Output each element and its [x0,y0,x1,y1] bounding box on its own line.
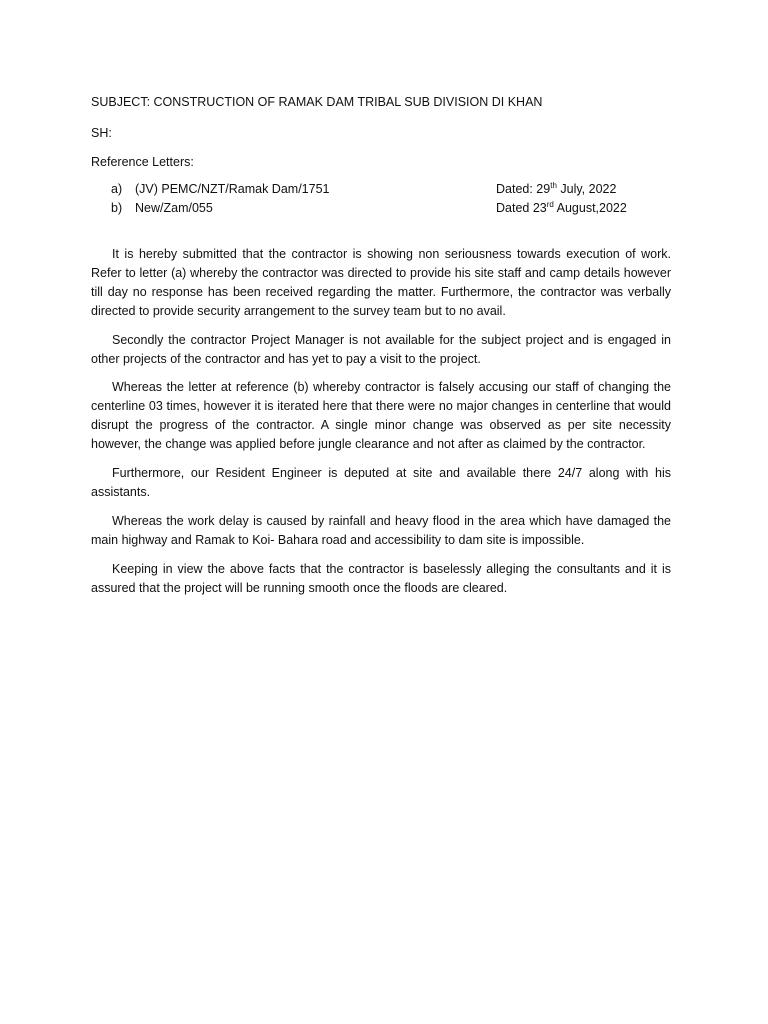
reference-heading: Reference Letters: [91,155,194,169]
sh-line: SH: [91,126,112,140]
body-paragraph-1: It is hereby submitted that the contractor is showing non seriousness towards execution of work. Refer to letter (a) whereby the contractor was directed to provide his site staff and camp details however till day no response has been received regarding the matter. Furthermore, the contractor was verbally directed to provide security arrangement to the survey team but to no avail. [91,247,671,318]
body-paragraph-3: Whereas the letter at reference (b) whereby contractor is falsely accusing our staff of changing the centerline 03 times, however it is iterated here that there were no major changes in centerline that would disrupt the progress of the contractor. A single minor change was observed as per site necessity however, the change was applied before jungle clearance and not after as claimed by the contractor. [91,380,671,451]
body-paragraph-6: Keeping in view the above facts that the contractor is baselessly alleging the consultants and it is assured that the project will be running smooth once the floods are cleared. [91,562,671,595]
reference-item-b [111,199,671,218]
body-paragraph-2: Secondly the contractor Project Manager is not available for the subject project and is engaged in other projects of the contractor and has yet to pay a visit to the project. [91,333,671,366]
reference-item-a [111,180,671,199]
reference-number: New/Zam/055 [135,201,213,215]
reference-date: Dated: 29th July, 2022 [496,180,617,196]
subject-line: SUBJECT: CONSTRUCTION OF RAMAK DAM TRIBAL SUB DIVISION DI KHAN [91,95,543,109]
body-paragraph-4: Furthermore, our Resident Engineer is deputed at site and available there 24/7 along with his assistants. [91,466,671,499]
reference-number: (JV) PEMC/NZT/Ramak Dam/1751 [135,182,330,196]
reference-marker: b) [111,201,123,215]
reference-date: Dated 23rd August,2022 [496,199,627,215]
reference-marker: a) [111,182,123,196]
body-paragraph-5: Whereas the work delay is caused by rainfall and heavy flood in the area which have damaged the main highway and Ramak to Koi- Bahara road and accessibility to dam site is impossible. [91,514,671,547]
